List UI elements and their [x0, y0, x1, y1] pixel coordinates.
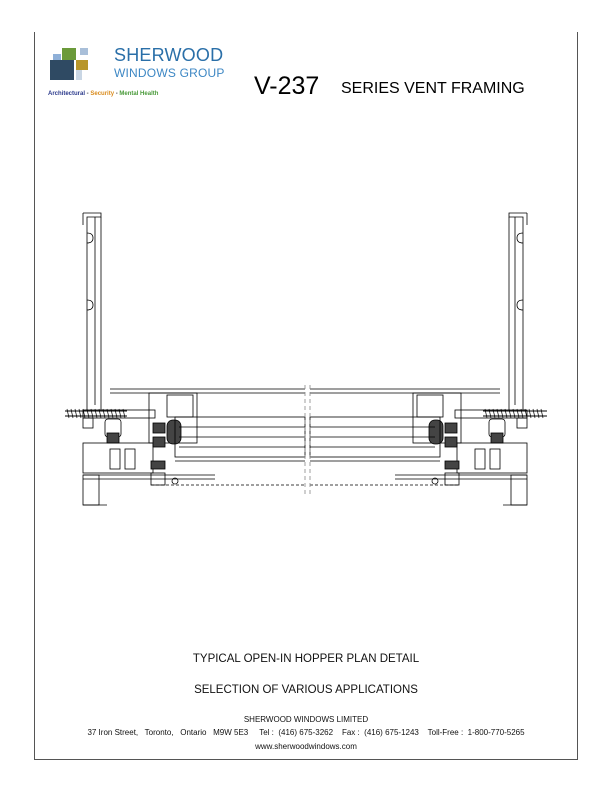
- document-code: V-237: [254, 72, 320, 100]
- left-mullion: [83, 213, 101, 410]
- brand-subtitle: WINDOWS GROUP: [114, 66, 225, 80]
- tagline-security: Security: [90, 91, 115, 97]
- tagline-separator: -: [114, 91, 120, 97]
- page-border-left: [34, 32, 35, 760]
- page-border-bottom: [34, 759, 578, 760]
- tagline-mental-health: Mental Health: [119, 91, 159, 97]
- page-border-right: [577, 32, 578, 760]
- tagline-architectural: Architectural: [48, 91, 86, 97]
- footer-company: SHERWOOD WINDOWS LIMITED: [243, 715, 369, 724]
- caption-applications: SELECTION OF VARIOUS APPLICATIONS: [194, 684, 418, 696]
- right-frame-profile: [395, 393, 527, 505]
- right-mullion: [509, 213, 527, 410]
- company-logo: [50, 46, 92, 80]
- tagline-separator: -: [85, 91, 91, 97]
- left-frame-profile: [83, 393, 215, 505]
- footer-website[interactable]: www.sherwoodwindows.com: [255, 742, 357, 751]
- caption-plan-detail: TYPICAL OPEN-IN HOPPER PLAN DETAIL: [192, 653, 420, 665]
- brand-tagline: [48, 91, 158, 97]
- brand-name: SHERWOOD: [114, 45, 224, 65]
- hopper-plan-detail-drawing: [55, 205, 555, 515]
- document-title: SERIES VENT FRAMING: [341, 80, 525, 97]
- footer-contact: 37 Iron Street, Toronto, Ontario M9W 5E3 Tel : (416) 675-3262 Fax : (416) 675-1243 Toll-Free : 1-800-770-5265: [87, 728, 525, 737]
